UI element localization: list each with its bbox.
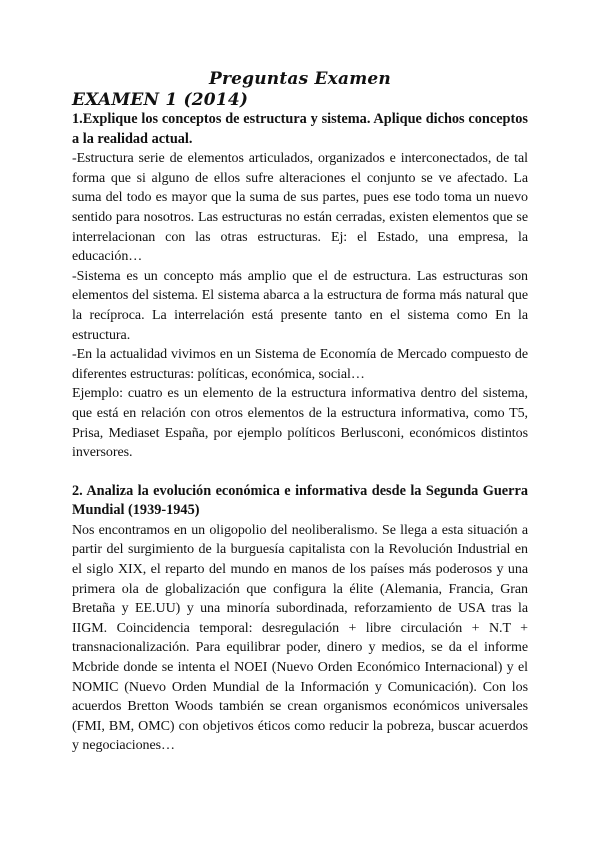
question-heading: 1.Explique los conceptos de estructura y sistema. Aplique dichos conceptos a la realidad actual. xyxy=(72,111,528,147)
answer-paragraph: -Estructura serie de elementos articulados, organizados e interconectados, de tal forma que si alguno de ellos sufre alteraciones el conjunto se ve afectado. La suma del todo es mayor que la suma de sus partes, pues ese todo toma un nuevo sentido para nosotros. Las estructuras no están cerradas, existen elementos que se interrelacionan con las otras estructuras. Ej: el Estado, una empresa, la educación… xyxy=(72,151,528,265)
question-1 xyxy=(72,110,528,463)
answer-paragraph: Nos encontramos en un oligopolio del neoliberalismo. Se llega a esta situación a partir del surgimiento de la burguesía capitalista con la Revolución Industrial en el siglo XIX, el reparto del mundo en manos de los países más poderosos y una primera ola de globalización que configura la élite (Alemania, Francia, Gran Bretaña y EE.UU) y una minoría subordinada, reforzamiento de USA tras la IIGM. Coincidencia temporal: desregulación + libre circulación + N.T + transnacionalización. Para equilibrar poder, dinero y medios, se da el informe Mcbride donde se intenta el NOEI (Nuevo Orden Económico Internacional) y el NOMIC (Nuevo Orden Mundial de la Información y Comunicación). Con los acuerdos Bretton Woods también se crean organismos económicos universales (FMI, BM, OMC) con objetivos éticos como reducir la pobreza, buscar acuerdos y negociaciones… xyxy=(72,522,528,754)
question-heading: 2. Analiza la evolución económica e informativa desde la Segunda Guerra Mundial (1939-1945) xyxy=(72,482,528,519)
section-spacer xyxy=(72,463,528,482)
exam-heading: EXAMEN 1 (2014) xyxy=(72,90,249,110)
answer-paragraph: -En la actualidad vivimos en un Sistema de Economía de Mercado compuesto de diferentes estructuras: políticas, económica, social… xyxy=(72,347,528,382)
answer-paragraph: Ejemplo: cuatro es un elemento de la estructura informativa dentro del sistema, que está en relación con otros elementos de la estructura informativa, como T5, Prisa, Mediaset España, por ejemplo políticos Berlusconi, económicos distintos inversores. xyxy=(72,386,528,461)
answer-paragraph: -Sistema es un concepto más amplio que el de estructura. Las estructuras son elementos del sistema. El sistema abarca a la estructura de forma más natural que la recíproca. La interrelación está presente tanto en el sistema como En la estructura. xyxy=(72,268,528,343)
document-title: Preguntas Examen xyxy=(209,69,391,89)
document-page xyxy=(72,68,528,756)
question-2 xyxy=(72,482,528,756)
